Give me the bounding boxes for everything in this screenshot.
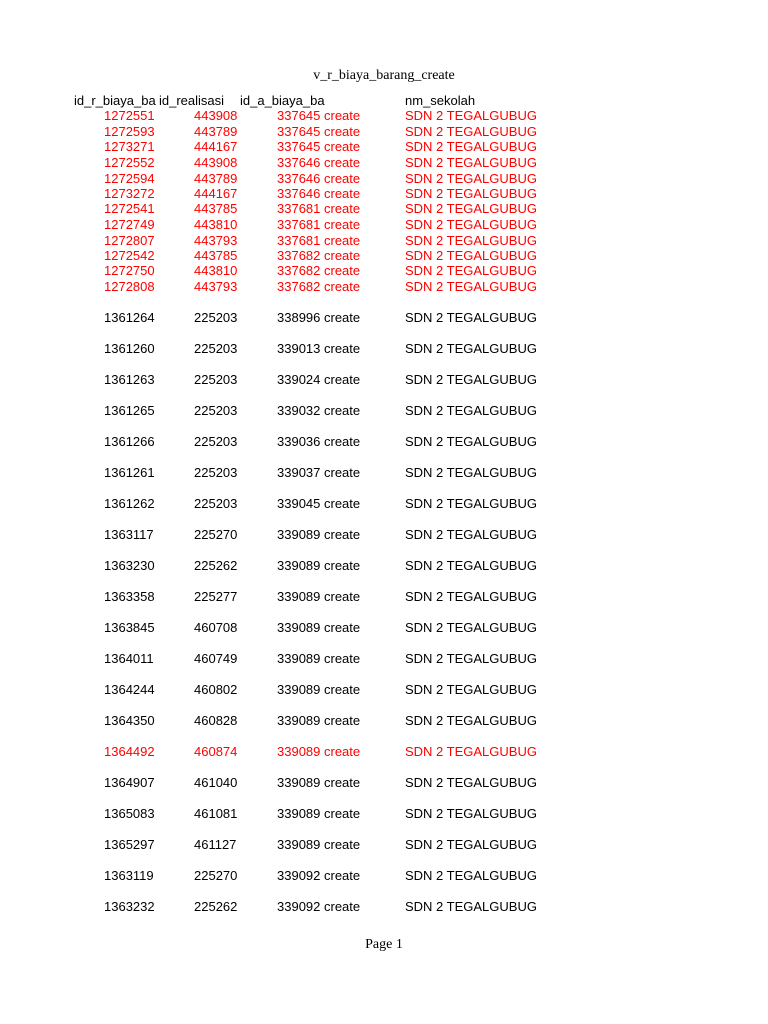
cell-id-a-biaya-ba: 339089 create bbox=[277, 775, 361, 790]
cell-id-r-biaya-ba: 1361261 bbox=[104, 465, 155, 480]
cell-id-r-biaya-ba: 1273271 bbox=[104, 139, 155, 154]
header-id-r-biaya-ba: id_r_biaya_ba bbox=[74, 93, 156, 108]
table-row bbox=[0, 744, 768, 760]
cell-id-realisasi: 225262 bbox=[194, 899, 238, 914]
cell-id-realisasi: 444167 bbox=[194, 186, 238, 201]
cell-id-a-biaya-ba: 339092 create bbox=[277, 899, 361, 914]
table-row bbox=[0, 233, 768, 249]
cell-id-realisasi: 460708 bbox=[194, 620, 238, 635]
cell-id-realisasi: 460828 bbox=[194, 713, 238, 728]
table-row bbox=[0, 465, 768, 481]
table-row bbox=[0, 155, 768, 171]
cell-nm-sekolah: SDN 2 TEGALGUBUG bbox=[405, 372, 537, 387]
cell-id-a-biaya-ba: 339089 create bbox=[277, 651, 361, 666]
cell-id-r-biaya-ba: 1363845 bbox=[104, 620, 155, 635]
cell-nm-sekolah: SDN 2 TEGALGUBUG bbox=[405, 124, 537, 139]
table-row bbox=[0, 837, 768, 853]
table-row bbox=[0, 124, 768, 140]
cell-nm-sekolah: SDN 2 TEGALGUBUG bbox=[405, 310, 537, 325]
cell-nm-sekolah: SDN 2 TEGALGUBUG bbox=[405, 620, 537, 635]
cell-id-r-biaya-ba: 1361266 bbox=[104, 434, 155, 449]
cell-nm-sekolah: SDN 2 TEGALGUBUG bbox=[405, 682, 537, 697]
cell-nm-sekolah: SDN 2 TEGALGUBUG bbox=[405, 171, 537, 186]
cell-id-r-biaya-ba: 1361263 bbox=[104, 372, 155, 387]
cell-nm-sekolah: SDN 2 TEGALGUBUG bbox=[405, 139, 537, 154]
cell-id-realisasi: 225203 bbox=[194, 341, 238, 356]
cell-id-r-biaya-ba: 1364350 bbox=[104, 713, 155, 728]
cell-nm-sekolah: SDN 2 TEGALGUBUG bbox=[405, 341, 537, 356]
cell-nm-sekolah: SDN 2 TEGALGUBUG bbox=[405, 465, 537, 480]
cell-id-a-biaya-ba: 339037 create bbox=[277, 465, 361, 480]
cell-id-r-biaya-ba: 1363119 bbox=[104, 868, 154, 883]
cell-nm-sekolah: SDN 2 TEGALGUBUG bbox=[405, 744, 537, 759]
cell-id-r-biaya-ba: 1361260 bbox=[104, 341, 155, 356]
cell-nm-sekolah: SDN 2 TEGALGUBUG bbox=[405, 217, 537, 232]
cell-id-a-biaya-ba: 337645 create bbox=[277, 124, 361, 139]
report-title: v_r_biaya_barang_create bbox=[313, 68, 455, 83]
cell-id-realisasi: 225203 bbox=[194, 403, 238, 418]
cell-id-a-biaya-ba: 339032 create bbox=[277, 403, 361, 418]
cell-id-r-biaya-ba: 1364011 bbox=[104, 651, 154, 666]
cell-id-r-biaya-ba: 1272750 bbox=[104, 263, 155, 278]
cell-id-a-biaya-ba: 337682 create bbox=[277, 248, 361, 263]
cell-id-a-biaya-ba: 339089 create bbox=[277, 837, 361, 852]
cell-nm-sekolah: SDN 2 TEGALGUBUG bbox=[405, 806, 537, 821]
cell-id-realisasi: 225203 bbox=[194, 434, 238, 449]
cell-id-r-biaya-ba: 1363117 bbox=[104, 527, 154, 542]
cell-id-r-biaya-ba: 1272552 bbox=[104, 155, 155, 170]
cell-id-r-biaya-ba: 1364244 bbox=[104, 682, 155, 697]
cell-id-r-biaya-ba: 1365297 bbox=[104, 837, 155, 852]
table-row bbox=[0, 868, 768, 884]
cell-nm-sekolah: SDN 2 TEGALGUBUG bbox=[405, 186, 537, 201]
table-row bbox=[0, 263, 768, 279]
cell-id-a-biaya-ba: 339045 create bbox=[277, 496, 361, 511]
cell-id-r-biaya-ba: 1363358 bbox=[104, 589, 155, 604]
table-row bbox=[0, 558, 768, 574]
cell-id-r-biaya-ba: 1363230 bbox=[104, 558, 155, 573]
cell-id-a-biaya-ba: 337682 create bbox=[277, 263, 361, 278]
cell-nm-sekolah: SDN 2 TEGALGUBUG bbox=[405, 201, 537, 216]
cell-id-realisasi: 443785 bbox=[194, 201, 238, 216]
cell-id-r-biaya-ba: 1272808 bbox=[104, 279, 155, 294]
table-row bbox=[0, 372, 768, 388]
table-row bbox=[0, 651, 768, 667]
cell-id-a-biaya-ba: 339013 create bbox=[277, 341, 361, 356]
cell-id-realisasi: 225203 bbox=[194, 465, 238, 480]
cell-id-realisasi: 225203 bbox=[194, 310, 238, 325]
cell-id-r-biaya-ba: 1272551 bbox=[104, 108, 155, 123]
cell-id-realisasi: 443785 bbox=[194, 248, 238, 263]
cell-id-realisasi: 225203 bbox=[194, 372, 238, 387]
table-row bbox=[0, 899, 768, 915]
cell-id-r-biaya-ba: 1272749 bbox=[104, 217, 155, 232]
cell-nm-sekolah: SDN 2 TEGALGUBUG bbox=[405, 496, 537, 511]
cell-id-realisasi: 225262 bbox=[194, 558, 238, 573]
cell-nm-sekolah: SDN 2 TEGALGUBUG bbox=[405, 651, 537, 666]
cell-id-a-biaya-ba: 337646 create bbox=[277, 155, 361, 170]
table-row bbox=[0, 217, 768, 233]
cell-id-realisasi: 443908 bbox=[194, 108, 238, 123]
cell-id-realisasi: 461081 bbox=[194, 806, 238, 821]
table-row bbox=[0, 806, 768, 822]
cell-id-realisasi: 225203 bbox=[194, 496, 238, 511]
cell-nm-sekolah: SDN 2 TEGALGUBUG bbox=[405, 155, 537, 170]
cell-id-r-biaya-ba: 1364907 bbox=[104, 775, 155, 790]
cell-id-r-biaya-ba: 1361262 bbox=[104, 496, 155, 511]
cell-id-a-biaya-ba: 339024 create bbox=[277, 372, 361, 387]
header-id-realisasi: id_realisasi bbox=[159, 93, 225, 108]
table-row bbox=[0, 775, 768, 791]
cell-id-a-biaya-ba: 339089 create bbox=[277, 589, 361, 604]
header-nm-sekolah: nm_sekolah bbox=[405, 93, 476, 108]
table-row bbox=[0, 589, 768, 605]
table-row bbox=[0, 682, 768, 698]
cell-nm-sekolah: SDN 2 TEGALGUBUG bbox=[405, 837, 537, 852]
cell-id-realisasi: 443793 bbox=[194, 233, 238, 248]
cell-id-a-biaya-ba: 338996 create bbox=[277, 310, 361, 325]
cell-nm-sekolah: SDN 2 TEGALGUBUG bbox=[405, 868, 537, 883]
cell-id-realisasi: 225270 bbox=[194, 527, 238, 542]
cell-id-a-biaya-ba: 339092 create bbox=[277, 868, 361, 883]
table-row bbox=[0, 248, 768, 264]
cell-id-a-biaya-ba: 337681 create bbox=[277, 201, 361, 216]
cell-id-realisasi: 443789 bbox=[194, 171, 238, 186]
cell-id-r-biaya-ba: 1361265 bbox=[104, 403, 155, 418]
cell-id-a-biaya-ba: 339089 create bbox=[277, 744, 361, 759]
table-row bbox=[0, 139, 768, 155]
cell-id-realisasi: 460802 bbox=[194, 682, 238, 697]
cell-id-r-biaya-ba: 1361264 bbox=[104, 310, 155, 325]
table-row bbox=[0, 496, 768, 512]
table-row bbox=[0, 403, 768, 419]
table-row bbox=[0, 171, 768, 187]
cell-id-a-biaya-ba: 339089 create bbox=[277, 527, 361, 542]
cell-nm-sekolah: SDN 2 TEGALGUBUG bbox=[405, 233, 537, 248]
cell-id-a-biaya-ba: 337646 create bbox=[277, 171, 361, 186]
cell-nm-sekolah: SDN 2 TEGALGUBUG bbox=[405, 248, 537, 263]
table-row bbox=[0, 279, 768, 295]
cell-id-r-biaya-ba: 1272593 bbox=[104, 124, 155, 139]
cell-id-r-biaya-ba: 1273272 bbox=[104, 186, 155, 201]
cell-nm-sekolah: SDN 2 TEGALGUBUG bbox=[405, 403, 537, 418]
cell-nm-sekolah: SDN 2 TEGALGUBUG bbox=[405, 899, 537, 914]
cell-id-realisasi: 443793 bbox=[194, 279, 238, 294]
cell-id-r-biaya-ba: 1272541 bbox=[104, 201, 155, 216]
cell-id-realisasi: 443810 bbox=[194, 217, 238, 232]
cell-nm-sekolah: SDN 2 TEGALGUBUG bbox=[405, 589, 537, 604]
cell-id-a-biaya-ba: 339089 create bbox=[277, 558, 361, 573]
table-row bbox=[0, 434, 768, 450]
cell-id-r-biaya-ba: 1363232 bbox=[104, 899, 155, 914]
cell-id-a-biaya-ba: 337681 create bbox=[277, 233, 361, 248]
cell-nm-sekolah: SDN 2 TEGALGUBUG bbox=[405, 775, 537, 790]
cell-nm-sekolah: SDN 2 TEGALGUBUG bbox=[405, 713, 537, 728]
cell-id-a-biaya-ba: 337682 create bbox=[277, 279, 361, 294]
cell-id-realisasi: 461127 bbox=[194, 837, 237, 852]
table-row bbox=[0, 186, 768, 202]
cell-id-a-biaya-ba: 339089 create bbox=[277, 713, 361, 728]
cell-id-realisasi: 444167 bbox=[194, 139, 238, 154]
table-row bbox=[0, 341, 768, 357]
cell-id-a-biaya-ba: 339089 create bbox=[277, 682, 361, 697]
cell-nm-sekolah: SDN 2 TEGALGUBUG bbox=[405, 279, 537, 294]
cell-id-realisasi: 225277 bbox=[194, 589, 238, 604]
table-row bbox=[0, 713, 768, 729]
table-row bbox=[0, 201, 768, 217]
cell-id-a-biaya-ba: 339089 create bbox=[277, 806, 361, 821]
cell-nm-sekolah: SDN 2 TEGALGUBUG bbox=[405, 108, 537, 123]
header-id-a-biaya-ba: id_a_biaya_ba bbox=[240, 93, 325, 108]
cell-id-r-biaya-ba: 1272807 bbox=[104, 233, 155, 248]
cell-id-a-biaya-ba: 337681 create bbox=[277, 217, 361, 232]
cell-id-a-biaya-ba: 337645 create bbox=[277, 139, 361, 154]
cell-nm-sekolah: SDN 2 TEGALGUBUG bbox=[405, 558, 537, 573]
cell-id-r-biaya-ba: 1364492 bbox=[104, 744, 155, 759]
cell-id-realisasi: 443789 bbox=[194, 124, 238, 139]
table-row bbox=[0, 527, 768, 543]
cell-nm-sekolah: SDN 2 TEGALGUBUG bbox=[405, 434, 537, 449]
cell-id-realisasi: 460874 bbox=[194, 744, 238, 759]
cell-id-realisasi: 460749 bbox=[194, 651, 238, 666]
cell-id-r-biaya-ba: 1272594 bbox=[104, 171, 155, 186]
table-row bbox=[0, 310, 768, 326]
cell-nm-sekolah: SDN 2 TEGALGUBUG bbox=[405, 527, 537, 542]
cell-id-a-biaya-ba: 337645 create bbox=[277, 108, 361, 123]
cell-id-a-biaya-ba: 337646 create bbox=[277, 186, 361, 201]
table-row bbox=[0, 620, 768, 636]
cell-id-a-biaya-ba: 339089 create bbox=[277, 620, 361, 635]
table-row bbox=[0, 108, 768, 124]
cell-id-r-biaya-ba: 1272542 bbox=[104, 248, 155, 263]
cell-id-realisasi: 461040 bbox=[194, 775, 238, 790]
cell-id-realisasi: 443908 bbox=[194, 155, 238, 170]
cell-id-realisasi: 225270 bbox=[194, 868, 238, 883]
page-number: Page 1 bbox=[365, 937, 403, 952]
cell-id-r-biaya-ba: 1365083 bbox=[104, 806, 155, 821]
cell-id-a-biaya-ba: 339036 create bbox=[277, 434, 361, 449]
cell-nm-sekolah: SDN 2 TEGALGUBUG bbox=[405, 263, 537, 278]
cell-id-realisasi: 443810 bbox=[194, 263, 238, 278]
